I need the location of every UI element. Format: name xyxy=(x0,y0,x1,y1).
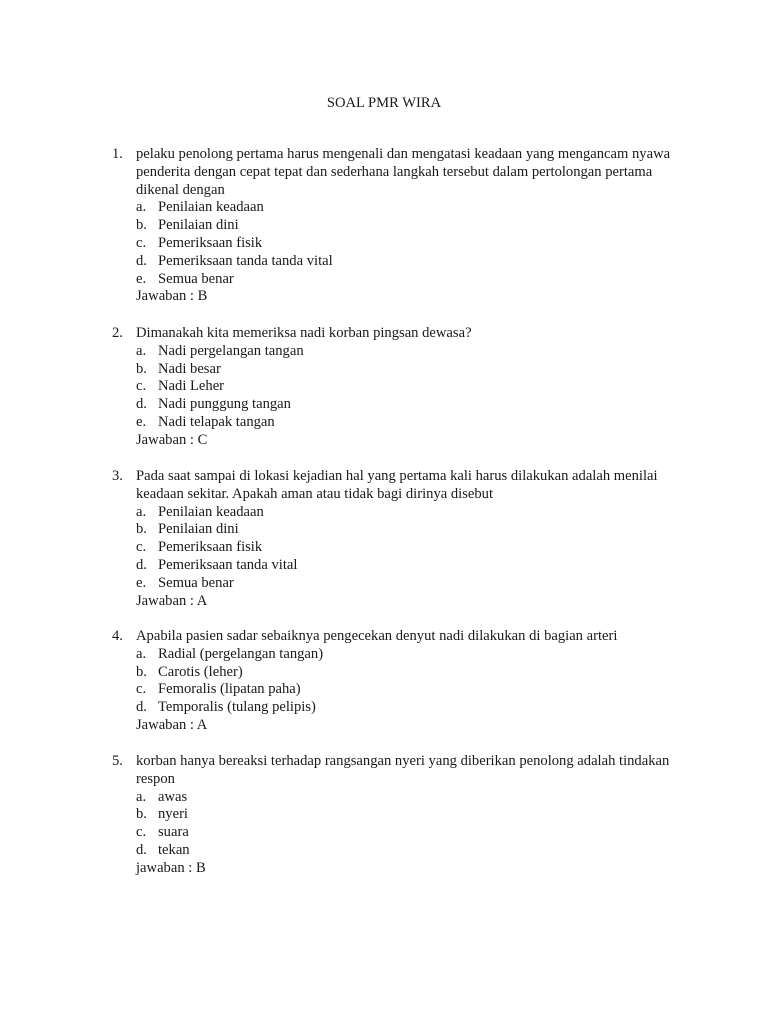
question-number: 1. xyxy=(112,146,123,162)
option-letter: a. xyxy=(136,645,147,662)
option-list xyxy=(136,343,682,432)
option-text: suara xyxy=(158,824,189,841)
question-text: Apabila pasien sadar sebaiknya pengecekan denyut nadi dilakukan di bagian arteri xyxy=(136,628,618,644)
option-letter: c. xyxy=(136,824,147,841)
option-text: Nadi telapak tangan xyxy=(158,413,275,430)
option-text: awas xyxy=(158,788,188,805)
option-c xyxy=(136,539,682,557)
answer-key: Jawaban : B xyxy=(136,288,208,305)
option-letter: d. xyxy=(136,841,147,858)
option-a xyxy=(136,646,682,664)
option-letter: d. xyxy=(136,252,147,269)
option-letter: e. xyxy=(136,413,147,430)
option-text: Semua benar xyxy=(158,270,234,287)
option-b xyxy=(136,217,682,235)
question-text: Dimanakah kita memeriksa nadi korban pingsan dewasa? xyxy=(136,325,472,341)
option-e xyxy=(136,271,682,289)
option-a xyxy=(136,199,682,217)
question-2 xyxy=(112,325,682,450)
option-text: Femoralis (lipatan paha) xyxy=(158,681,301,698)
question-text: korban hanya bereaksi terhadap rangsangan nyeri yang diberikan penolong adalah tindakan respon xyxy=(136,753,670,787)
option-letter: c. xyxy=(136,234,147,251)
option-letter: c. xyxy=(136,378,147,395)
option-b xyxy=(136,361,682,379)
option-text: Carotis (leher) xyxy=(158,663,243,680)
answer-key: Jawaban : C xyxy=(136,431,208,448)
option-list xyxy=(136,789,682,860)
option-text: Nadi pergelangan tangan xyxy=(158,342,304,359)
question-text: Pada saat sampai di lokasi kejadian hal yang pertama kali harus dilakukan adalah menilai keadaan sekitar. Apakah aman atau tidak bagi dirinya disebut xyxy=(136,468,658,502)
question-text: pelaku penolong pertama harus mengenali dan mengatasi keadaan yang mengancam nyawa penderita dengan cepat tepat dan sederhana langkah tersebut dalam pertolongan pertama dikenal dengan xyxy=(136,146,671,198)
option-d xyxy=(136,396,682,414)
question-number: 3. xyxy=(112,468,123,484)
option-letter: b. xyxy=(136,806,147,823)
option-list xyxy=(136,504,682,593)
option-letter: d. xyxy=(136,699,147,716)
option-text: Pemeriksaan fisik xyxy=(158,539,263,556)
option-list xyxy=(136,199,682,288)
option-letter: a. xyxy=(136,342,147,359)
option-text: Nadi besar xyxy=(158,360,221,377)
option-d xyxy=(136,557,682,575)
option-text: Radial (pergelangan tangan) xyxy=(158,645,324,662)
option-a xyxy=(136,789,682,807)
option-text: Pemeriksaan tanda tanda vital xyxy=(158,252,333,269)
option-text: Penilaian dini xyxy=(158,521,239,538)
option-text: Semua benar xyxy=(158,574,234,591)
option-text: nyeri xyxy=(158,806,188,823)
option-b xyxy=(136,664,682,682)
option-letter: d. xyxy=(136,396,147,413)
document-title: SOAL PMR WIRA xyxy=(326,95,442,111)
question-number: 2. xyxy=(112,325,123,341)
option-text: Penilaian keadaan xyxy=(158,503,264,520)
question-3 xyxy=(112,468,682,610)
option-text: Nadi Leher xyxy=(158,378,225,395)
question-5 xyxy=(112,753,682,878)
question-1 xyxy=(112,146,682,306)
option-c xyxy=(136,378,682,396)
option-text: tekan xyxy=(158,841,190,858)
option-text: Temporalis (tulang pelipis) xyxy=(158,699,316,716)
option-e xyxy=(136,575,682,593)
option-list xyxy=(136,646,682,717)
option-letter: b. xyxy=(136,663,147,680)
option-a xyxy=(136,504,682,522)
option-letter: d. xyxy=(136,556,147,573)
option-c xyxy=(136,681,682,699)
question-4 xyxy=(112,628,682,735)
question-number: 5. xyxy=(112,753,123,769)
option-letter: a. xyxy=(136,788,147,805)
option-d xyxy=(136,699,682,717)
option-c xyxy=(136,235,682,253)
option-text: Penilaian dini xyxy=(158,217,239,234)
answer-key: jawaban : B xyxy=(136,859,206,876)
option-letter: c. xyxy=(136,539,147,556)
option-text: Pemeriksaan fisik xyxy=(158,234,263,251)
option-d xyxy=(136,253,682,271)
option-a xyxy=(136,343,682,361)
option-letter: b. xyxy=(136,360,147,377)
option-letter: c. xyxy=(136,681,147,698)
option-text: Nadi punggung tangan xyxy=(158,396,291,413)
option-e xyxy=(136,414,682,432)
question-number: 4. xyxy=(112,628,123,644)
option-letter: a. xyxy=(136,199,147,216)
option-letter: e. xyxy=(136,270,147,287)
option-text: Penilaian keadaan xyxy=(158,199,264,216)
answer-key: Jawaban : A xyxy=(136,716,208,733)
option-letter: e. xyxy=(136,574,147,591)
option-c xyxy=(136,824,682,842)
answer-key: Jawaban : A xyxy=(136,592,208,609)
option-text: Pemeriksaan tanda vital xyxy=(158,556,298,573)
option-d xyxy=(136,842,682,860)
option-b xyxy=(136,806,682,824)
option-letter: b. xyxy=(136,217,147,234)
option-letter: a. xyxy=(136,503,147,520)
option-letter: b. xyxy=(136,521,147,538)
option-b xyxy=(136,521,682,539)
